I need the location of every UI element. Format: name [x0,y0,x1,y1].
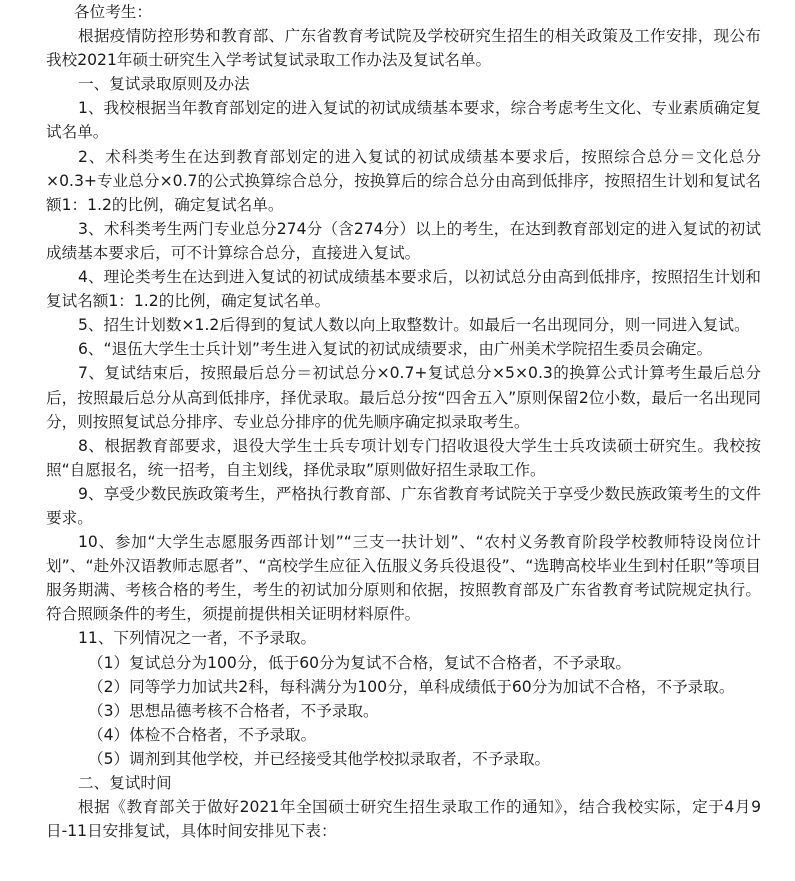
exclusion-item-5: （5）调剂到其他学校，并已经接受其他学校拟录取者，不予录取。 [88,749,551,768]
document-body [46,0,761,843]
exclusion-item-4: （4）体检不合格者，不予录取。 [88,725,317,744]
page-bottom-edge [0,875,795,881]
rule-item-9: 9、享受少数民族政策考生，严格执行教育部、广东省教育考试院关于享受少数民族政策考生的文件要求。 [46,484,761,527]
rule-item-10: 10、参加“大学生志愿服务西部计划”“三支一扶计划”、“农村义务教育阶段学校教师特设岗位计划”、“赴外汉语教师志愿者”、“高校学生应征入伍服义务兵役退役”、“选聘高校毕业生到村任职”等项目服务期满、考核合格的考生，考生的初试加分原则和依据，按照教育部及广东省教育考试院规定执行。符合照顾条件的考生，须提前提供相关证明材料原件。 [46,533,761,624]
section1-heading: 一、复试录取原则及办法 [78,75,250,94]
rule-item-11: 11、下列情况之一者，不予录取。 [78,629,317,648]
section2-paragraph: 根据《教育部关于做好2021年全国硕士研究生招生录取工作的通知》，结合我校实际，定于4月9日-11日安排复试，具体时间安排见下表： [46,798,761,841]
rule-item-4: 4、理论类考生在达到进入复试的初试成绩基本要求后，以初试总分由高到低排序，按照招生计划和复试名额1：1.2的比例，确定复试名单。 [46,268,761,311]
rule-item-3: 3、术科类考生两门专业总分274分（含274分）以上的考生，在达到教育部划定的进入复试的初试成绩基本要求后，可不计算综合总分，直接进入复试。 [46,219,761,262]
exclusion-item-3: （3）思想品德考核不合格者，不予录取。 [88,701,379,720]
rule-item-6: 6、“退伍大学生士兵计划”考生进入复试的初试成绩要求，由广州美术学院招生委员会确定。 [78,340,713,359]
rule-item-1: 1、我校根据当年教育部划定的进入复试的初试成绩基本要求，综合考虑考生文化、专业素质确定复试名单。 [46,99,761,142]
section2-heading: 二、复试时间 [78,774,172,792]
rule-item-8: 8、根据教育部要求，退役大学生士兵专项计划专门招收退役大学生士兵攻读硕士研究生。我校按照“自愿报名，统一招考，自主划线，择优录取”原则做好招生录取工作。 [46,436,761,479]
exclusion-item-2: （2）同等学力加试共2科，每科满分为100分，单科成绩低于60分为加试不合格，不予录取。 [88,677,735,696]
exclusion-item-1: （1）复试总分为100分，低于60分为复试不合格，复试不合格者，不予录取。 [88,653,631,672]
rule-item-5: 5、招生计划数×1.2后得到的复试人数以向上取整数计。如最后一名出现同分，则一同进入复试。 [78,316,750,335]
intro-paragraph: 根据疫情防控形势和教育部、广东省教育考试院及学校研究生招生的相关政策及工作安排，现公布我校2021年硕士研究生入学考试复试录取工作办法及复试名单。 [46,27,761,70]
rule-item-7: 7、复试结束后，按照最后总分＝初试总分×0.7+复试总分×5×0.3的换算公式计算考生最后总分后，按照最后总分从高到低排序，择优录取。最后总分按“四舍五入”原则保留2位小数，最后一名出现同分，则按照复试总分排序、专业总分排序的优先顺序确定拟录取考生。 [46,364,761,431]
greeting: 各位考生： [74,3,152,21]
rule-item-2: 2、术科类考生在达到教育部划定的进入复试的初试成绩基本要求后，按照综合总分＝文化总分×0.3+专业总分×0.7的公式换算综合总分，按换算后的综合总分由高到低排序，按照招生计划和复试名额1：1.2的比例，确定复试名单。 [46,147,761,214]
